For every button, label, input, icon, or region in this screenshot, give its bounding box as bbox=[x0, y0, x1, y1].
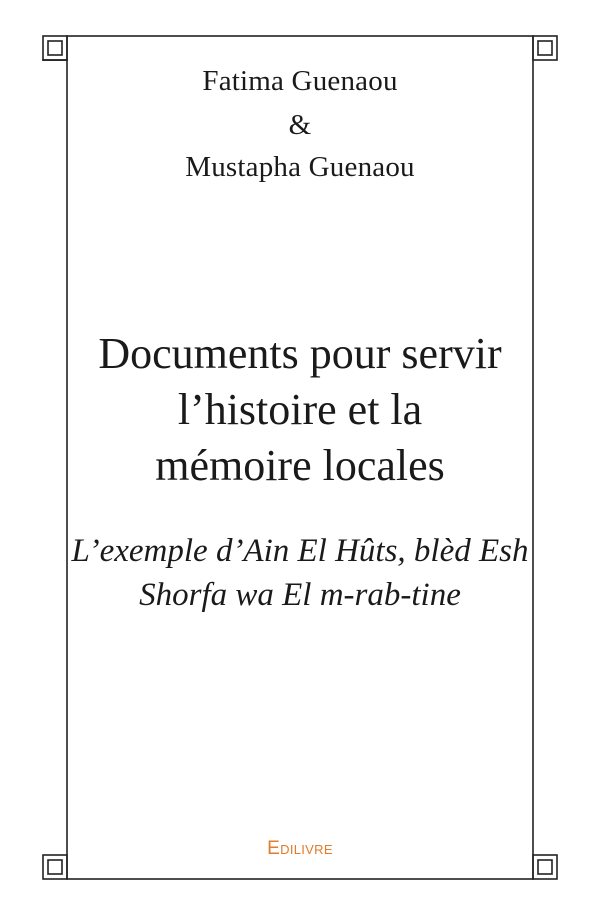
corner-ornament-top-left bbox=[43, 36, 67, 60]
author-joiner: & bbox=[288, 109, 312, 141]
title-line-1: Documents pour servir bbox=[98, 329, 502, 378]
book-title bbox=[0, 326, 600, 494]
title-line-3: mémoire locales bbox=[155, 441, 445, 490]
author-name-first: Fatima Guenaou bbox=[202, 65, 398, 97]
author-name-second: Mustapha Guenaou bbox=[185, 151, 415, 183]
corner-ornament-top-right bbox=[533, 36, 557, 60]
subtitle-line-2: Shorfa wa El m-rab-tine bbox=[139, 577, 461, 613]
subtitle-line-1: L’exemple d’Ain El Hûts, blèd Esh bbox=[71, 533, 529, 569]
publisher-logo: Edilivre bbox=[267, 838, 333, 859]
book-subtitle bbox=[0, 529, 600, 617]
title-line-2: l’histoire et la bbox=[177, 385, 423, 434]
